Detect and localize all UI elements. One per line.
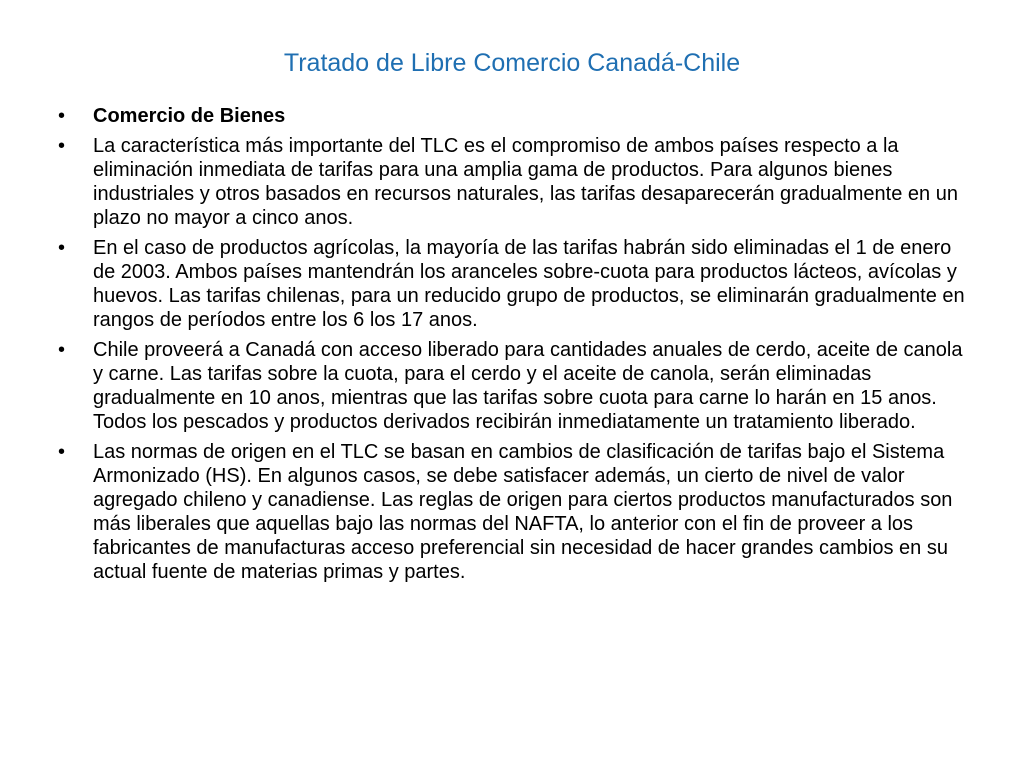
list-item bbox=[58, 338, 966, 434]
list-item bbox=[58, 104, 966, 128]
bullet-icon: • bbox=[58, 339, 66, 361]
bullet-icon: • bbox=[58, 135, 66, 157]
bullet-list bbox=[58, 104, 966, 590]
bullet-icon: • bbox=[58, 237, 66, 259]
bullet-text: Chile proveerá a Canadá con acceso liberado para cantidades anuales de cerdo, aceite de canola y carne. Las tarifas sobre la cuota, para el cerdo y el aceite de canola, serán eliminadas gradualmente en 10 anos, mientras que las tarifas sobre cuota para carne lo harán en 15 anos. Todos los pescados y productos derivados recibirán inmediatamente un tratamiento liberado. bbox=[93, 339, 963, 433]
bullet-text: Comercio de Bienes bbox=[93, 105, 286, 127]
list-item bbox=[58, 236, 966, 332]
list-item bbox=[58, 440, 966, 584]
slide-title: Tratado de Libre Comercio Canadá-Chile bbox=[283, 49, 741, 77]
bullet-icon: • bbox=[58, 441, 66, 463]
list-item bbox=[58, 134, 966, 230]
bullet-text: La característica más importante del TLC es el compromiso de ambos países respecto a la eliminación inmediata de tarifas para una amplia gama de productos. Para algunos bienes industriales y otros basados en recursos naturales, las tarifas desaparecerán gradualmente en un plazo no mayor a cinco anos. bbox=[93, 135, 958, 229]
bullet-text: En el caso de productos agrícolas, la mayoría de las tarifas habrán sido eliminadas el 1 de enero de 2003. Ambos países mantendrán los aranceles sobre-cuota para productos lácteos, avícolas y huevos. Las tarifas chilenas, para un reducido grupo de productos, se eliminarán gradualmente en rangos de períodos entre los 6 los 17 anos. bbox=[93, 237, 965, 331]
bullet-text: Las normas de origen en el TLC se basan en cambios de clasificación de tarifas bajo el Sistema Armonizado (HS). En algunos casos, se debe satisfacer además, un cierto de nivel de valor agregado chileno y canadiense. Las reglas de origen para ciertos productos manufacturados son más liberales que aquellas bajo las normas del NAFTA, lo anterior con el fin de proveer a los fabricantes de manufacturas acceso preferencial sin necesidad de hacer grandes cambios en su actual fuente de materias primas y partes. bbox=[93, 441, 953, 583]
bullet-icon: • bbox=[58, 105, 66, 127]
